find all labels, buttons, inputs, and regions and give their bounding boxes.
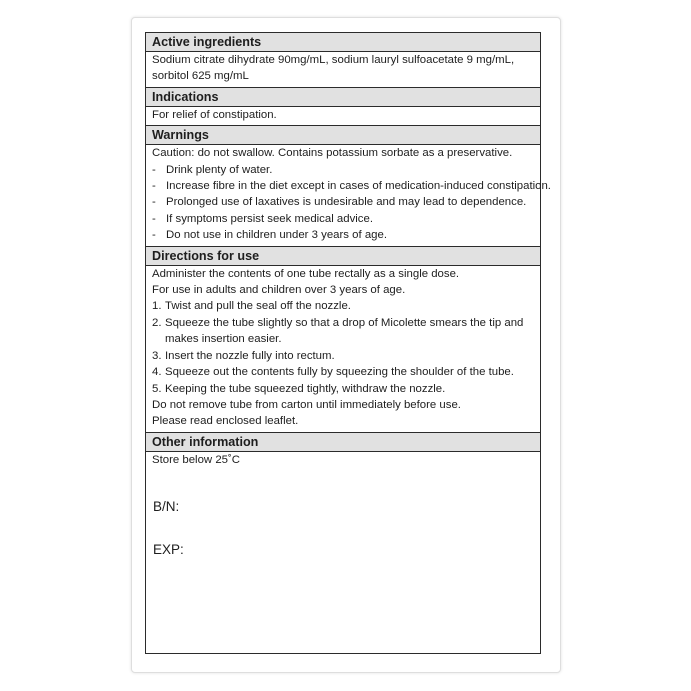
warning-item <box>152 194 536 210</box>
indications-text: For relief of constipation. <box>152 108 277 121</box>
bullet-mark: - <box>152 163 156 176</box>
active-ingredients-body <box>146 52 540 87</box>
step-text: Keeping the tube squeezed tightly, withdraw the nozzle. <box>165 382 446 395</box>
batch-number-label: B/N: <box>153 498 180 514</box>
warnings-body <box>146 145 551 245</box>
warning-item <box>152 211 536 227</box>
direction-step <box>152 315 536 348</box>
bullet-mark: - <box>152 229 156 242</box>
product-info-panel <box>145 32 551 654</box>
step-number: 5. <box>152 382 162 395</box>
step-text: Squeeze out the contents fully by squeezing the shoulder of the tube. <box>165 366 514 379</box>
directions-intro: Administer the contents of one tube rectally as a single dose. <box>152 267 460 280</box>
warning-item-text: Drink plenty of water. <box>166 163 273 176</box>
directions-outro: Please read enclosed leaflet. <box>152 415 299 428</box>
warning-item-text: Prolonged use of laxatives is undesirable and may lead to dependence. <box>166 196 527 209</box>
warning-item <box>152 162 536 178</box>
expiry-label: EXP: <box>153 541 184 557</box>
bullet-mark: - <box>152 196 156 209</box>
warning-item <box>152 227 536 243</box>
step-number: 2. <box>152 316 162 329</box>
active-ingredients-line: Sodium citrate dihydrate 90mg/mL, sodium lauryl sulfoacetate 9 mg/mL, <box>152 54 515 66</box>
warnings-heading: Warnings <box>146 125 540 145</box>
indications-heading: Indications <box>146 87 540 107</box>
warning-item-text: If symptoms persist seek medical advice. <box>166 212 374 225</box>
step-text: Twist and pull the seal off the nozzle. <box>165 300 351 313</box>
directions-heading: Directions for use <box>146 246 540 266</box>
direction-step <box>152 298 536 314</box>
active-ingredients-heading: Active ingredients <box>146 33 540 52</box>
step-number: 4. <box>152 366 162 379</box>
step-text: Insert the nozzle fully into rectum. <box>165 349 335 362</box>
direction-step <box>152 381 536 397</box>
direction-step <box>152 348 536 364</box>
storage-text: Store below 25˚C <box>152 453 241 466</box>
directions-intro: For use in adults and children over 3 years of age. <box>152 284 406 297</box>
bullet-mark: - <box>152 180 156 193</box>
warning-item <box>152 178 551 194</box>
step-number: 3. <box>152 349 162 362</box>
step-text: Squeeze the tube slightly so that a drop of Micolette smears the tip and makes insertion easier. <box>165 316 524 346</box>
warning-item-text: Do not use in children under 3 years of age. <box>166 229 387 242</box>
step-number: 1. <box>152 300 162 313</box>
warnings-intro: Caution: do not swallow. Contains potassium sorbate as a preservative. <box>152 147 513 160</box>
directions-body <box>146 266 540 432</box>
active-ingredients-line: sorbitol 625 mg/mL <box>152 70 249 83</box>
other-information-body <box>146 452 540 634</box>
other-information-heading: Other information <box>146 432 540 452</box>
indications-body <box>146 107 540 125</box>
direction-step <box>152 364 536 380</box>
warning-item-text: Increase fibre in the diet except in cases of medication-induced constipation. <box>166 180 551 193</box>
directions-outro: Do not remove tube from carton until immediately before use. <box>152 398 461 411</box>
bullet-mark: - <box>152 212 156 225</box>
